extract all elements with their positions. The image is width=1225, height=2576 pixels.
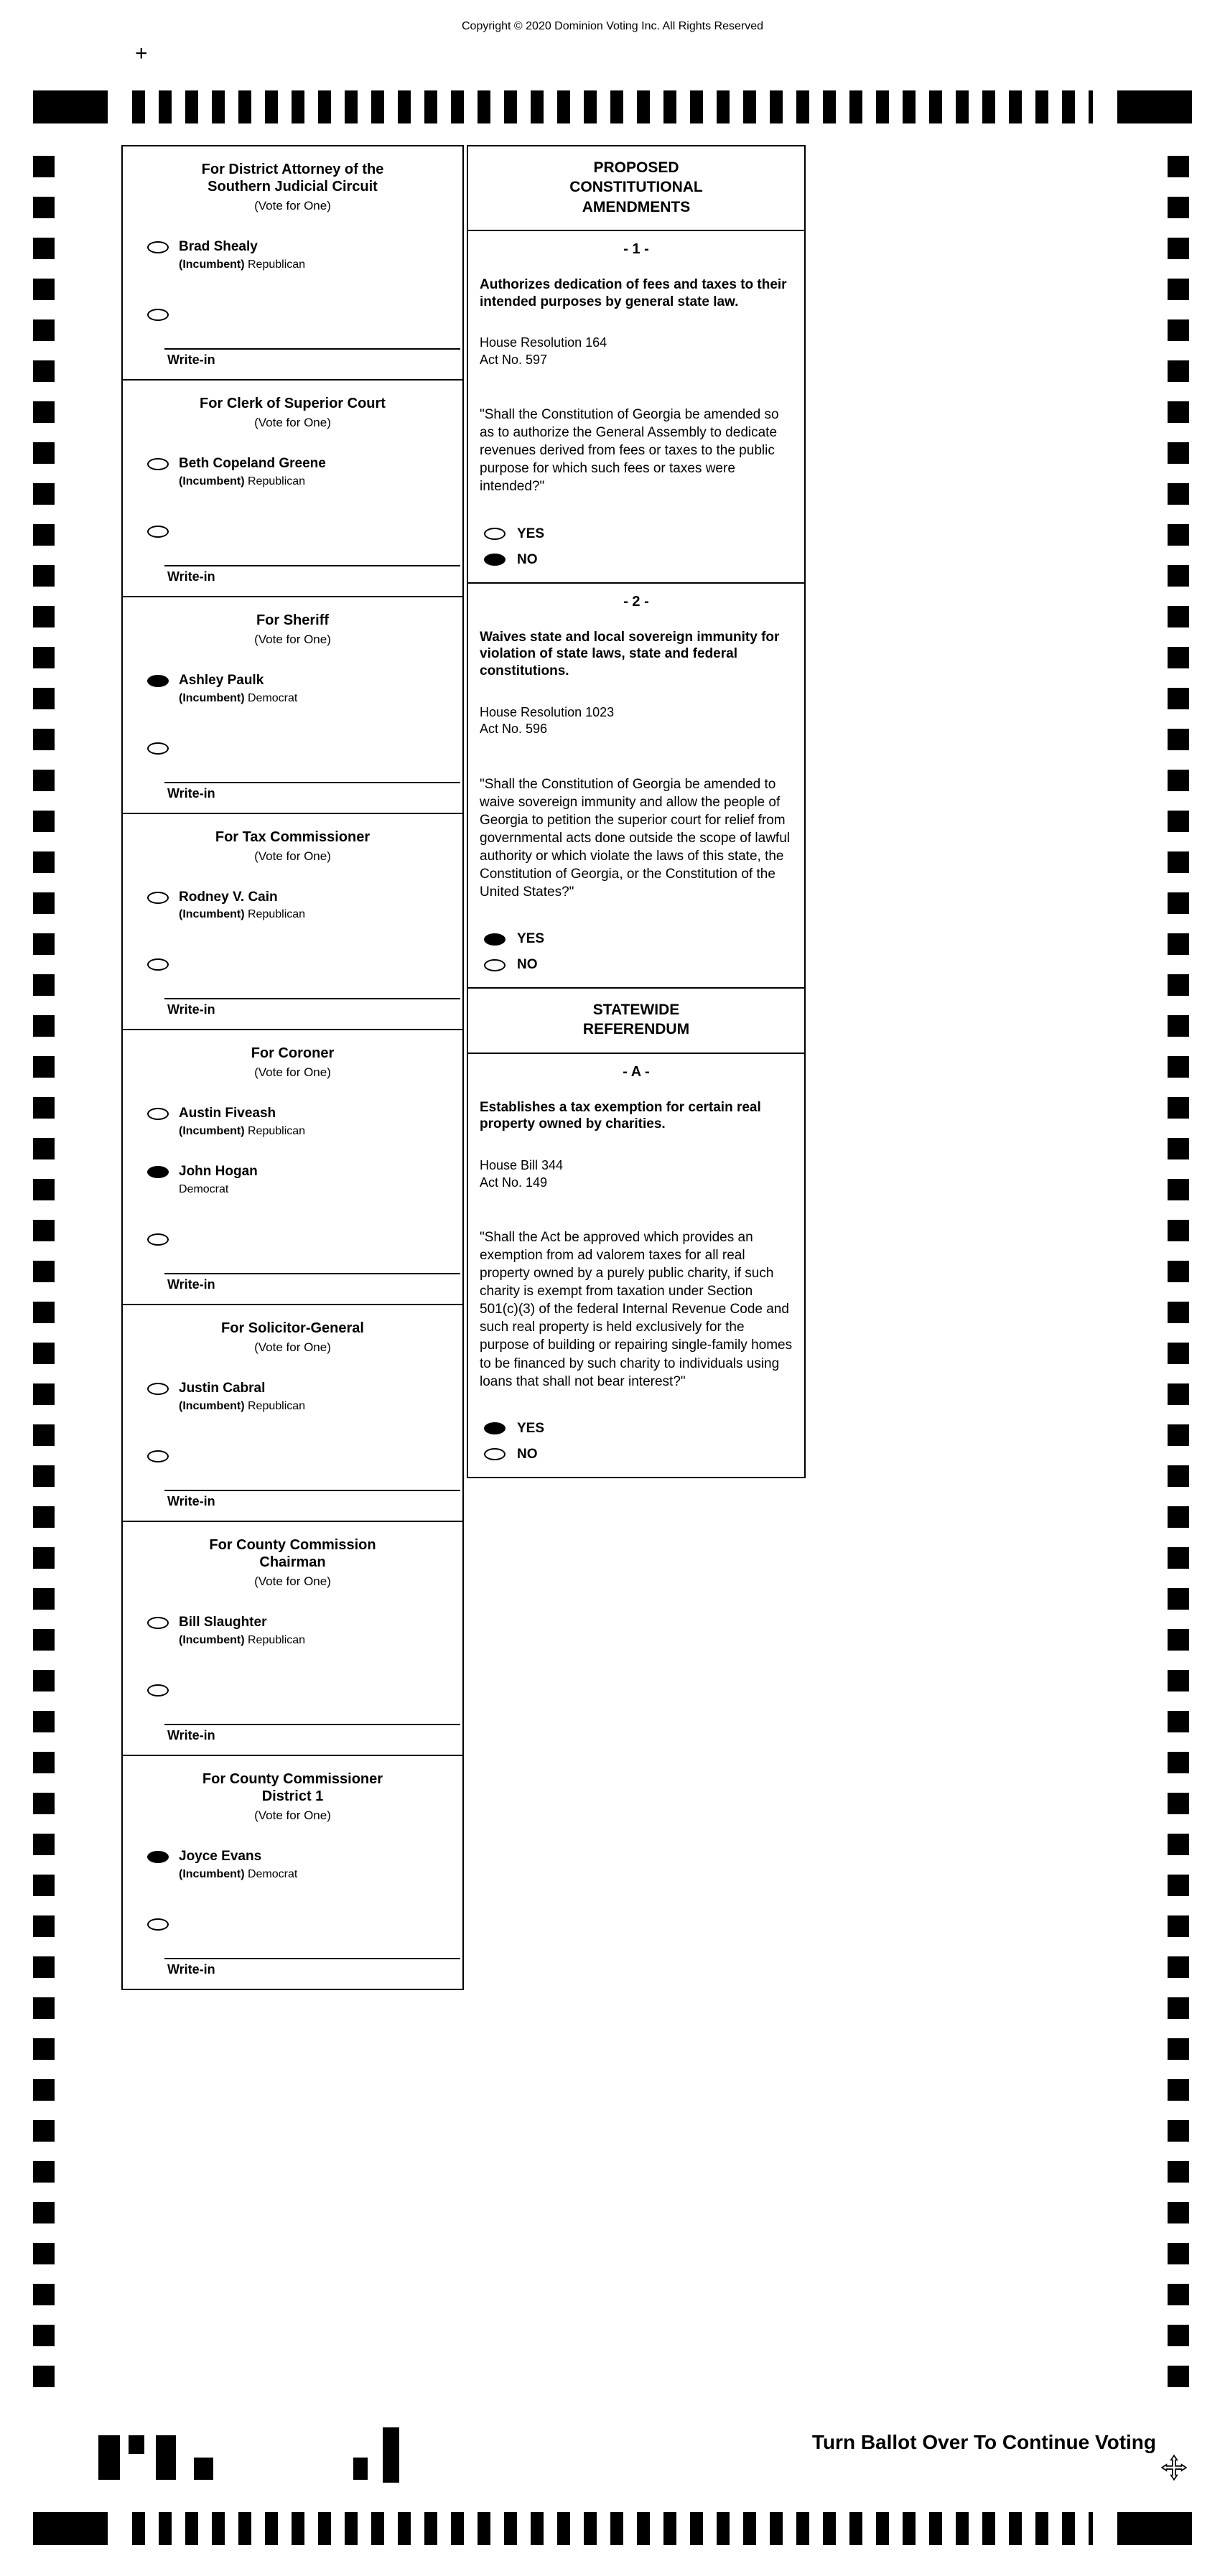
- incumbent-label: (Incumbent): [179, 1633, 245, 1646]
- option-oval[interactable]: [484, 1422, 506, 1434]
- write-in-label: Write-in: [167, 1277, 215, 1292]
- candidate-party: [179, 258, 305, 271]
- contest-title: For Solicitor-General: [221, 1320, 364, 1337]
- candidate-row: [147, 1849, 455, 1881]
- write-in-label: Write-in: [167, 785, 215, 801]
- contest-tax-commissioner: [121, 813, 464, 1031]
- measures-column: [467, 146, 806, 1478]
- candidate-oval[interactable]: [147, 1166, 169, 1178]
- option-label: NO: [517, 1446, 538, 1462]
- party-name: Republican: [248, 475, 306, 487]
- vote-instruction: (Vote for One): [254, 415, 331, 429]
- measure-question: "Shall the Constitution of Georgia be amended so as to authorize the General Assembly to dedicate revenues derived from fees or taxes to the public purpose for which such fees or taxes were intended?": [480, 407, 779, 495]
- write-in-label: Write-in: [167, 569, 215, 584]
- write-in-line[interactable]: [164, 565, 460, 566]
- option-no: [484, 957, 793, 973]
- incumbent-label: (Incumbent): [179, 1125, 245, 1138]
- incumbent-label: (Incumbent): [179, 475, 245, 487]
- write-in-oval[interactable]: [147, 958, 169, 971]
- option-no: [484, 552, 793, 568]
- header-line: PROPOSED: [593, 159, 679, 176]
- contest-title: For County Commission Chairman: [209, 1536, 376, 1570]
- measure-number: - 1 -: [623, 241, 649, 257]
- contest-sheriff: [121, 596, 464, 814]
- write-in-line[interactable]: [164, 1958, 460, 1959]
- candidate-name: Joyce Evans: [179, 1848, 262, 1864]
- stub-mark: [156, 2435, 176, 2480]
- candidate-party: [179, 1400, 305, 1413]
- write-in-line[interactable]: [164, 998, 460, 999]
- option-oval[interactable]: [484, 554, 506, 566]
- stub-mark: [383, 2427, 399, 2483]
- candidate-party: [179, 692, 297, 705]
- measure-options: [480, 931, 793, 973]
- measure-number: - 2 -: [623, 593, 649, 610]
- candidate-name: Ashley Paulk: [179, 672, 264, 688]
- turn-ballot-over-instruction: Turn Ballot Over To Continue Voting: [811, 2431, 1156, 2453]
- option-oval[interactable]: [484, 1448, 506, 1460]
- option-label: YES: [517, 931, 545, 947]
- reference-line: Act No. 596: [480, 722, 548, 737]
- candidate-name: Austin Fiveash: [179, 1106, 276, 1121]
- registration-plus-mark: +: [135, 42, 148, 65]
- measure-references: [480, 704, 793, 738]
- candidate-name: Beth Copeland Greene: [179, 455, 326, 471]
- candidate-name: John Hogan: [179, 1164, 258, 1180]
- option-yes: [484, 931, 793, 947]
- party-name: Democrat: [248, 691, 298, 704]
- party-name: Democrat: [248, 1867, 298, 1880]
- write-in-oval[interactable]: [147, 309, 169, 321]
- write-in-line[interactable]: [164, 348, 460, 350]
- contest-district-attorney: [121, 145, 464, 381]
- measure-summary: Waives state and local sovereign immunity for violation of state laws, state and federal constitutions.: [480, 629, 780, 679]
- candidate-name: Justin Cabral: [179, 1381, 266, 1396]
- stub-number: 45: [390, 2440, 401, 2450]
- option-label: NO: [517, 551, 538, 567]
- write-in-label: Write-in: [167, 1727, 215, 1742]
- timing-bars: [132, 2512, 1093, 2545]
- stub-mark: [129, 2435, 144, 2454]
- candidate-oval[interactable]: [147, 458, 169, 470]
- contest-title: For County Commissioner District 1: [202, 1770, 383, 1804]
- timing-block-left: [33, 2512, 108, 2545]
- vote-instruction: (Vote for One): [254, 1340, 331, 1355]
- measure-question: "Shall the Act be approved which provides an exemption from ad valorem taxes for all real property owned by a purely public charity, if such charity is exempt from taxation under Section 501(c)(3) of the federal Internal Revenue Code and such real property is held exclusively for the purpose of building or repairing single-family homes to be financed by such charity to individuals using loans that shall not bear interest?": [480, 1230, 793, 1389]
- reference-line: House Resolution 164: [480, 335, 607, 350]
- measure-references: [480, 1157, 793, 1191]
- candidate-name: Rodney V. Cain: [179, 889, 278, 905]
- copyright-line: Copyright © 2020 Dominion Voting Inc. All Rights Reserved: [461, 20, 763, 32]
- candidate-party: [179, 1634, 305, 1647]
- option-no: [484, 1447, 793, 1462]
- contest-title: For District Attorney of the Southern Judicial Circuit: [201, 162, 384, 195]
- reference-line: House Resolution 1023: [480, 704, 615, 719]
- referendum-header: [467, 987, 806, 1054]
- reference-line: House Bill 344: [480, 1158, 564, 1173]
- party-name: Republican: [248, 1399, 306, 1412]
- measure-question: "Shall the Constitution of Georgia be amended to waive sovereign immunity and allow the people of Georgia to petition the superior court for relief from governmental acts done outside the scope of lawful authority or which violate the laws of this state, the Constitution of Georgia, or the Constitution of the United States?": [480, 776, 790, 900]
- option-oval[interactable]: [484, 933, 506, 946]
- incumbent-label: (Incumbent): [179, 691, 245, 704]
- timing-marks-right-edge: [1168, 156, 1189, 2404]
- contest-column: [121, 146, 464, 1990]
- party-name: Republican: [248, 1125, 306, 1138]
- contest-county-commission-chairman: [121, 1521, 464, 1756]
- option-label: YES: [517, 526, 545, 541]
- timing-marks-bottom: [33, 2512, 1192, 2545]
- write-in-oval[interactable]: [147, 1233, 169, 1246]
- candidate-oval[interactable]: [147, 675, 169, 687]
- header-line: STATEWIDE: [592, 1002, 680, 1019]
- candidate-oval[interactable]: [147, 892, 169, 904]
- stub-mark: [98, 2435, 120, 2480]
- write-in-oval[interactable]: [147, 1450, 169, 1462]
- candidate-row: [147, 456, 455, 488]
- write-in-oval[interactable]: [147, 1918, 169, 1931]
- incumbent-label: (Incumbent): [179, 1399, 245, 1412]
- write-in-oval[interactable]: [147, 526, 169, 538]
- contest-title: For Coroner: [251, 1045, 335, 1062]
- write-in-label: Write-in: [167, 1961, 215, 1977]
- reference-line: Act No. 597: [480, 352, 548, 367]
- stub-mark: [353, 2458, 368, 2480]
- reference-line: Act No. 149: [480, 1175, 548, 1190]
- candidate-oval[interactable]: [147, 1383, 169, 1395]
- vote-instruction: (Vote for One): [254, 849, 331, 863]
- measure-summary: Establishes a tax exemption for certain real property owned by charities.: [480, 1099, 761, 1132]
- party-name: Republican: [248, 258, 306, 271]
- contest-title: For Clerk of Superior Court: [200, 395, 386, 411]
- candidate-party: [179, 1183, 258, 1196]
- contest-county-commissioner-district-1: [121, 1755, 464, 1990]
- timing-marks-left-edge: [33, 156, 55, 2404]
- vote-instruction: (Vote for One): [254, 1574, 331, 1588]
- candidate-row: [147, 1106, 455, 1138]
- amendments-header: [467, 145, 806, 231]
- contest-title: For Tax Commissioner: [215, 829, 371, 845]
- timing-bars: [132, 90, 1093, 123]
- measure-references: [480, 335, 793, 368]
- timing-marks-top: [33, 90, 1192, 123]
- measure-options: [480, 526, 793, 568]
- timing-block-right: [1117, 90, 1192, 123]
- option-oval[interactable]: [484, 528, 506, 540]
- option-yes: [484, 1421, 793, 1437]
- incumbent-label: (Incumbent): [179, 258, 245, 271]
- measure-number: - A -: [623, 1063, 650, 1080]
- registration-cross-icon: [1160, 2454, 1188, 2485]
- candidate-row: [147, 239, 455, 271]
- candidate-row: [147, 1164, 455, 1196]
- write-in-oval[interactable]: [147, 742, 169, 755]
- write-in-line[interactable]: [164, 1273, 460, 1274]
- candidate-name: Bill Slaughter: [179, 1614, 267, 1630]
- candidate-party: [179, 908, 305, 921]
- party-name: Republican: [248, 1633, 306, 1646]
- contest-coroner: [121, 1029, 464, 1305]
- vote-instruction: (Vote for One): [254, 199, 331, 213]
- contest-clerk-superior-court: [121, 379, 464, 597]
- candidate-party: [179, 1125, 305, 1138]
- timing-block-right: [1117, 2512, 1192, 2545]
- candidate-oval[interactable]: [147, 1851, 169, 1863]
- header-line: REFERENDUM: [582, 1021, 690, 1038]
- incumbent-label: (Incumbent): [179, 1867, 245, 1880]
- header-line: CONSTITUTIONAL: [569, 179, 703, 196]
- vote-instruction: (Vote for One): [254, 1065, 331, 1080]
- candidate-oval[interactable]: [147, 1617, 169, 1629]
- stub-mark: [194, 2458, 213, 2480]
- measure-options: [480, 1421, 793, 1462]
- write-in-line[interactable]: [164, 1490, 460, 1491]
- contest-title: For Sheriff: [256, 612, 330, 628]
- candidate-row: [147, 1381, 455, 1413]
- option-label: YES: [517, 1420, 545, 1436]
- candidate-row: [147, 673, 455, 705]
- candidate-row: [147, 890, 455, 922]
- candidate-oval[interactable]: [147, 241, 169, 253]
- vote-instruction: (Vote for One): [254, 1808, 331, 1822]
- measure-summary: Authorizes dedication of fees and taxes to their intended purposes by general state law.: [480, 276, 787, 309]
- candidate-oval[interactable]: [147, 1108, 169, 1120]
- write-in-line[interactable]: [164, 1724, 460, 1725]
- write-in-line[interactable]: [164, 782, 460, 783]
- timing-block-left: [33, 90, 108, 123]
- write-in-label: Write-in: [167, 1002, 215, 1017]
- candidate-name: Brad Shealy: [179, 239, 258, 254]
- candidate-row: [147, 1615, 455, 1647]
- option-yes: [484, 526, 793, 542]
- vote-instruction: (Vote for One): [254, 632, 331, 646]
- option-label: NO: [517, 957, 538, 973]
- party-name: Republican: [248, 908, 306, 921]
- candidate-party: [179, 1868, 297, 1881]
- referendum-a: [467, 1053, 806, 1478]
- write-in-oval[interactable]: [147, 1684, 169, 1697]
- amendment-2: [467, 582, 806, 989]
- write-in-label: Write-in: [167, 352, 215, 367]
- write-in-label: Write-in: [167, 1493, 215, 1508]
- contest-solicitor-general: [121, 1304, 464, 1522]
- incumbent-label: (Incumbent): [179, 908, 245, 921]
- option-oval[interactable]: [484, 959, 506, 971]
- header-line: AMENDMENTS: [582, 198, 691, 215]
- party-name: Democrat: [179, 1183, 229, 1196]
- candidate-party: [179, 475, 326, 488]
- amendment-1: [467, 230, 806, 584]
